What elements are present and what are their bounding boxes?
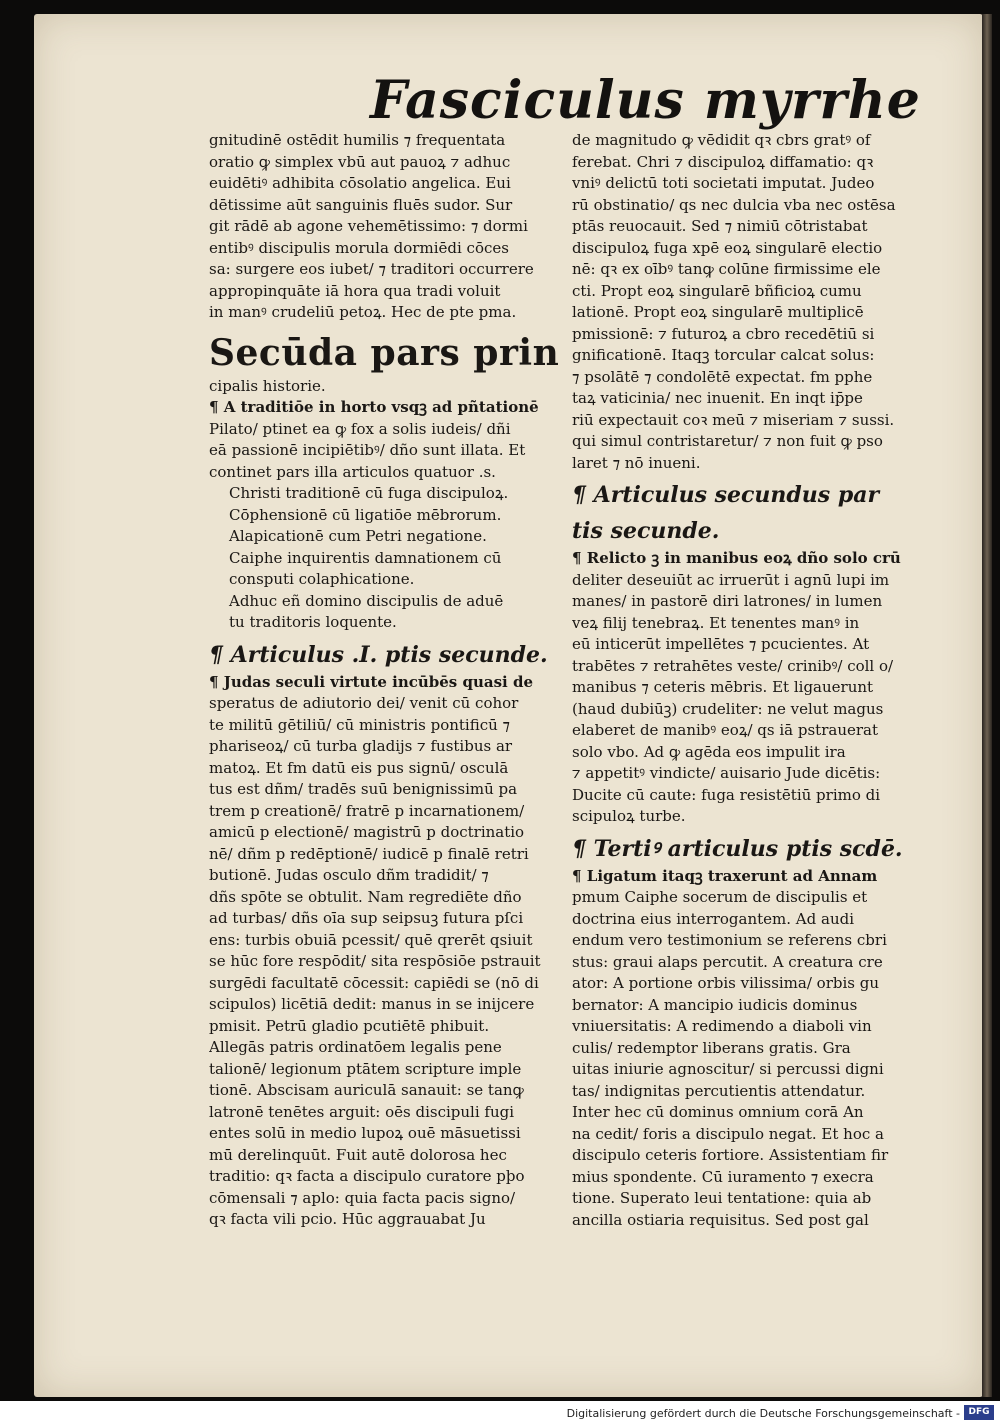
text-line: euidētiꝰ adhibita cōsolatio angelica. Eui [209,174,511,192]
text-line: culis/ redemptor liberans gratis. Gra [572,1038,851,1057]
text-line: surgēdi facultatē cōcessit: capiēdi se (nō di [209,973,539,992]
text-line: endum vero testimonium se referens cbri [572,931,887,949]
text-line: vniꝰ delictū toti societati imputat. Judeo [572,174,875,192]
text-line: ancilla ostiaria requisitus. Sed post gal [572,1210,869,1229]
text-line: eā passionē incipiētibꝰ/ dño sunt illata. Et [209,441,526,459]
text-line: dētissime aūt sanguinis fluēs sudor. Sur [209,195,513,214]
text-line: entibꝰ discipulis morula dormiēdi cōces [209,238,509,257]
text-line: traditio: qꝛ facta a discipulo curatore pþo [209,1167,525,1185]
text-line: deliter deseuiūt ac irruerūt i agnū lupi im [572,570,890,589]
text-line: ator: A portione orbis vilissima/ orbis gu [572,974,880,992]
text-line: tione. Superato leui tentatione: quia ab [572,1189,872,1207]
text-line: pmisit. Petrū gladio pcutiētē phibuit. [209,1016,490,1035]
text-line: in manꝰ crudeliū petoꝝ. Hec de pte pma. [209,303,517,321]
footer-credit: Digitalisierung gefördert durch die Deutsche Forschungsgemeinschaft - [566,1407,960,1420]
article-heading: ¶ Articulus .I. ptis secunde. [209,641,548,668]
text-line: mius spondente. Cū iuramento ⁊ execra [572,1167,874,1186]
article-heading-continued: tis secunde. [572,518,720,544]
text-line: solo vbo. Ad ꝙ agēda eos impulit ira [572,742,846,761]
text-line: tas/ indignitas percutientis attendatur. [572,1081,866,1100]
text-line: ferebat. Chri ⁊ discipuloꝝ diffamatio: qꝛ [572,152,874,171]
text-line: amicū p electionē/ magistrū p doctrinatio [209,823,525,841]
paragraph-start: ¶ Ligatum itaqꝫ traxerunt ad Annam [572,866,878,885]
text-line: matoꝝ. Et fm datū eis pus signū/ osculā [209,758,509,777]
text-line: qꝛ facta vili pcio. Hūc aggrauabat Ju [209,1210,486,1228]
list-item: consputi colaphicatione. [229,570,415,588]
text-line: scipulos) licētiā dedit: manus in se inijcere [209,995,535,1013]
text-line: entes solū in medio lupoꝝ ouē māsuetissi [209,1124,521,1142]
text-line: cōmensali ⁊ aplo: quia facta pacis signo/ [209,1188,516,1207]
text-line: se hūc fore respōdit/ sita respōsiōe pstrauit [209,952,541,970]
text-line: oratio ꝙ simplex vbū aut pauoꝝ ⁊ adhuc [209,152,511,171]
text-line: dñs spōte se obtulit. Nam regrediēte dño [209,887,522,906]
list-item: Caiphe inquirentis damnationem cū [229,548,502,567]
dfg-logo: DFG [964,1405,994,1420]
text-line: gnitudinē ostēdit humilis ⁊ frequentata [209,131,506,149]
text-line: latronē tenētes arguit: oēs discipuli fugi [209,1102,515,1121]
text-line: nē: qꝛ ex oībꝰ tanꝙ colūne firmissime ele [572,260,881,278]
text-line: bernator: A mancipio iudicis dominus [572,995,858,1014]
text-line: git rādē ab agone vehemētissimo: ⁊ dormi [209,217,528,235]
text-line: butionē. Judas osculo dñm tradidit/ ⁊ [209,866,489,884]
text-line: eū inticerūt impellētes ⁊ pcucientes. At [572,635,870,653]
text-line: lationē. Propt eoꝝ singularē multiplicē [572,303,864,321]
text-line: uitas iniurie agnoscitur/ si percussi digni [572,1060,884,1078]
article-heading: ¶ Articulus secundus par [572,482,880,508]
text-line: appropinquāte iā hora qua tradi voluit [209,281,501,300]
text-line: ⁊ appetitꝰ vindicte/ auisario Jude dicētis: [572,764,881,782]
list-item: tu traditoris loquente. [229,613,397,631]
text-line: na cedit/ foris a discipulo negat. Et hoc a [572,1124,884,1143]
book-edge [982,14,992,1397]
text-line: sa: surgere eos iubet/ ⁊ traditori occurrere [209,260,534,278]
list-item: Adhuc eñ domino discipulis de aduē [229,591,504,610]
text-line: laret ⁊ nō inueni. [572,453,701,472]
text-line: (haud dubiūꝫ) crudeliter: ne velut magus [572,699,884,718]
text-line: qui simul contristaretur/ ⁊ non fuit ꝙ pso [572,432,883,450]
text-line: ptās reuocauit. Sed ⁊ nimiū cōtristabat [572,217,868,235]
text-line: veꝝ filij tenebraꝝ. Et tenentes manꝰ in [572,613,860,632]
right-column [572,130,928,1231]
text-line: taꝝ vaticinia/ nec inuenit. En inqt ip̄pe [572,389,863,407]
list-item: Christi traditionē cū fuga discipuloꝝ. [229,484,509,502]
text-line: manibus ⁊ ceteris mēbris. Et ligauerunt [572,678,874,696]
text-line: vniuersitatis: A redimendo a diaboli vin [572,1017,872,1035]
text-line: pmum Caiphe socerum de discipulis et [572,888,868,906]
text-line: trabētes ⁊ retrahētes veste/ crinibꝰ/ coll o/ [572,656,894,675]
text-line: discipulo ceteris fortiore. Assistentiam fir [572,1146,889,1164]
text-line: riū expectauit coꝛ meū ⁊ miseriam ⁊ sussi. [572,410,895,429]
paragraph-start: ¶ A traditiōe in horto vsqꝫ ad pñtationē [209,398,539,416]
text-line: de magnitudo ꝙ vēdidit qꝛ cbrs gratꝰ of [572,131,871,149]
text-line: Inter hec cū dominus omnium corā An [572,1103,864,1121]
text-line: ad turbas/ dñs oīa sup seipsuꝫ futura pſci [209,909,524,927]
section-heading: Secūda pars prin [209,331,560,374]
text-line: trem p creationē/ fratrē p incarnationem/ [209,801,525,820]
text-line: te militū gētiliū/ cū ministris pontificū ⁊ [209,715,511,734]
text-line: discipuloꝝ fuga xpē eoꝝ singularē electio [572,238,883,257]
text-line: scipuloꝝ turbe. [572,807,686,825]
text-line: mū derelinquūt. Fuit autē dolorosa hec [209,1145,507,1164]
text-line: doctrina eius interrogantem. Ad audi [572,909,855,928]
text-line: talionē/ legionum ptātem scripture imple [209,1059,522,1078]
text-line: ens: turbis obuiā pcessit/ quē qrerēt qsiuit [209,930,533,949]
paragraph-start: ¶ Judas seculi virtute incūbēs quasi de [209,672,533,691]
text-line: rū obstinatio/ qs nec dulcia vba nec ostēsa [572,195,896,214]
list-item: Cōphensionē cū ligatiōe mēbrorum. [229,505,502,524]
text-line: speratus de adiutorio dei/ venit cū cohor [209,694,519,712]
left-column [209,130,561,1231]
text-line: gnificationē. Itaqꝫ torcular calcat solus: [572,346,875,364]
list-item: Alapicationē cum Petri negatione. [229,527,487,545]
text-line: elaberet de manibꝰ eoꝝ/ qs iā pstrauerat [572,721,879,739]
article-heading: ¶ Tertiꝰ articulus ptis scdē. [572,835,903,862]
text-line: nē/ dñm p redēptionē/ iudicē p finalē retri [209,844,529,863]
paragraph-start: ¶ Relicto ꝫ in manibus eoꝝ dño solo crū [572,549,901,567]
text-line: stus: graui alaps percutit. A creatura cre [572,952,883,971]
text-line: cipalis historie. [209,376,326,395]
text-line: Ducite cū caute: fuga resistētiū primo di [572,785,881,804]
text-line: Pilato/ ptinet ea ꝙ fox a solis iudeis/ dñi [209,419,511,438]
footer-bar [0,1401,1000,1423]
running-head: Fasciculus myrrhe [370,70,921,131]
text-line: tionē. Abscisam auriculā sanauit: se tanꝙ [209,1081,524,1099]
text-line: tus est dñm/ tradēs suū benignissimū pa [209,780,518,798]
text-line: continet pars illa articulos quatuor .s. [209,462,496,481]
text-line: ⁊ psolātē ⁊ condolētē expectat. fm pphe [572,367,873,386]
text-line: Allegās patris ordinatōem legalis pene [209,1038,502,1056]
text-line: cti. Propt eoꝝ singularē bñficioꝝ cumu [572,281,862,300]
text-line: manes/ in pastorē diri latrones/ in lumen [572,592,883,610]
text-line: phariseoꝝ/ cū turba gladijs ⁊ fustibus ar [209,737,513,755]
text-line: pmissionē: ⁊ futuroꝝ a cbro recedētiū si [572,324,875,343]
